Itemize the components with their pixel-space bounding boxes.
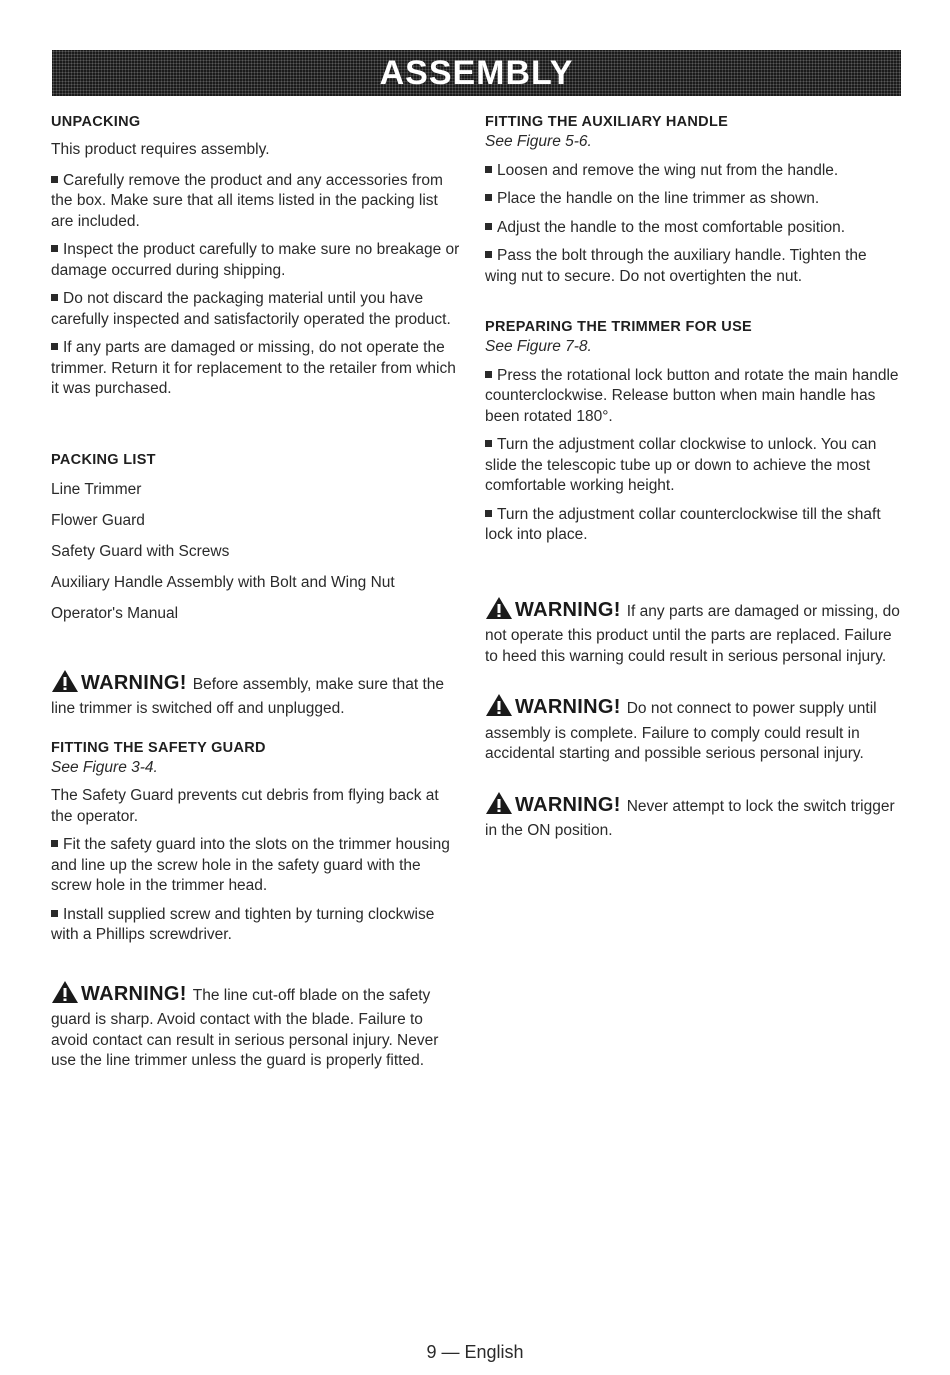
unpacking-bullet: Do not discard the packaging material until you have carefully inspected and satisfactorily operated the product. — [51, 289, 463, 330]
warning-text: If any parts are damaged or missing, do not operate this product until the parts are replaced. Failure to heed this warning could result in serious personal injury. — [485, 602, 900, 665]
safety-guard-bullet: Fit the safety guard into the slots on the trimmer housing and line up the screw hole in the safety guard with the screw hole in the trimmer head. — [51, 835, 463, 897]
warning-triangle-icon — [485, 596, 513, 627]
warning-label: WARNING! — [81, 982, 187, 1005]
warning-label: WARNING! — [515, 598, 621, 621]
warning-text: The line cut-off blade on the safety guard is sharp. Avoid contact with the blade. Failure to avoid contact can result in serious personal injury. Never use the line trimmer unless the guard is properly fitted. — [51, 986, 439, 1069]
packing-list-heading: PACKING LIST — [51, 451, 156, 468]
unpacking-intro: This product requires assembly. — [51, 141, 270, 158]
warning-damaged-parts — [485, 596, 900, 668]
right-column — [485, 112, 900, 842]
unpacking-bullet: If any parts are damaged or missing, do not operate the trimmer. Return it for replacement to the retailer from which it was purchased. — [51, 338, 463, 400]
section-banner — [52, 50, 901, 96]
packing-list-item: Line Trimmer — [51, 480, 142, 498]
warning-triangle-icon — [51, 980, 79, 1011]
unpacking-heading: UNPACKING — [51, 114, 141, 130]
unpacking-bullet: Inspect the product carefully to make sure no breakage or damage occurred during shipping. — [51, 240, 463, 281]
preparing-bullet: Turn the adjustment collar counterclockwise till the shaft lock into place. — [485, 505, 900, 546]
preparing-bullet: Turn the adjustment collar clockwise to unlock. You can slide the telescopic tube up or down to achieve the most comfortable working height. — [485, 435, 900, 497]
page-footer: 9 — English — [426, 1342, 524, 1362]
warning-text: Before assembly, make sure that the line trimmer is switched off and unplugged. — [51, 675, 445, 717]
figure-reference: See Figure 3-4. — [51, 758, 158, 776]
warning-blade-sharp — [51, 980, 463, 1072]
packing-list-item: Operator's Manual — [51, 604, 179, 622]
warning-triangle-icon — [485, 693, 513, 724]
unpacking-bullet: Carefully remove the product and any accessories from the box. Make sure that all items listed in the packing list are included. — [51, 171, 463, 233]
aux-handle-bullet: Loosen and remove the wing nut from the handle. — [485, 161, 900, 182]
safety-guard-bullet: Install supplied screw and tighten by turning clockwise with a Phillips screwdriver. — [51, 905, 463, 946]
warning-label: WARNING! — [81, 671, 187, 694]
safety-guard-intro: The Safety Guard prevents cut debris from flying back at the operator. — [51, 787, 439, 825]
packing-list-item: Flower Guard — [51, 511, 145, 529]
warning-triangle-icon — [51, 669, 79, 700]
warning-text: Do not connect to power supply until assembly is complete. Failure to comply could result in accidental starting and possible serious personal injury. — [485, 700, 877, 762]
section-title: ASSEMBLY — [379, 54, 574, 92]
warning-before-assembly — [51, 669, 463, 720]
warning-label: WARNING! — [515, 793, 621, 816]
aux-handle-bullet: Adjust the handle to the most comfortable position. — [485, 218, 900, 239]
safety-guard-heading: FITTING THE SAFETY GUARD — [51, 739, 266, 756]
aux-handle-heading: FITTING THE AUXILIARY HANDLE — [485, 114, 729, 130]
figure-reference: See Figure 5-6. — [485, 133, 592, 150]
warning-triangle-icon — [485, 791, 513, 822]
warning-text: Never attempt to lock the switch trigger in the ON position. — [485, 797, 895, 839]
aux-handle-bullet: Pass the bolt through the auxiliary handle. Tighten the wing nut to secure. Do not overtighten the nut. — [485, 246, 900, 287]
aux-handle-bullet: Place the handle on the line trimmer as shown. — [485, 189, 900, 210]
packing-list-item: Safety Guard with Screws — [51, 542, 230, 560]
figure-reference: See Figure 7-8. — [485, 338, 592, 355]
left-column — [51, 112, 463, 1072]
preparing-bullet: Press the rotational lock button and rotate the main handle counterclockwise. Release button when main handle has been rotated 180°. — [485, 366, 900, 428]
preparing-heading: PREPARING THE TRIMMER FOR USE — [485, 319, 753, 335]
warning-power-supply — [485, 693, 900, 765]
packing-list-item: Auxiliary Handle Assembly with Bolt and Wing Nut — [51, 573, 395, 591]
warning-label: WARNING! — [515, 696, 621, 718]
warning-switch-trigger — [485, 791, 900, 842]
